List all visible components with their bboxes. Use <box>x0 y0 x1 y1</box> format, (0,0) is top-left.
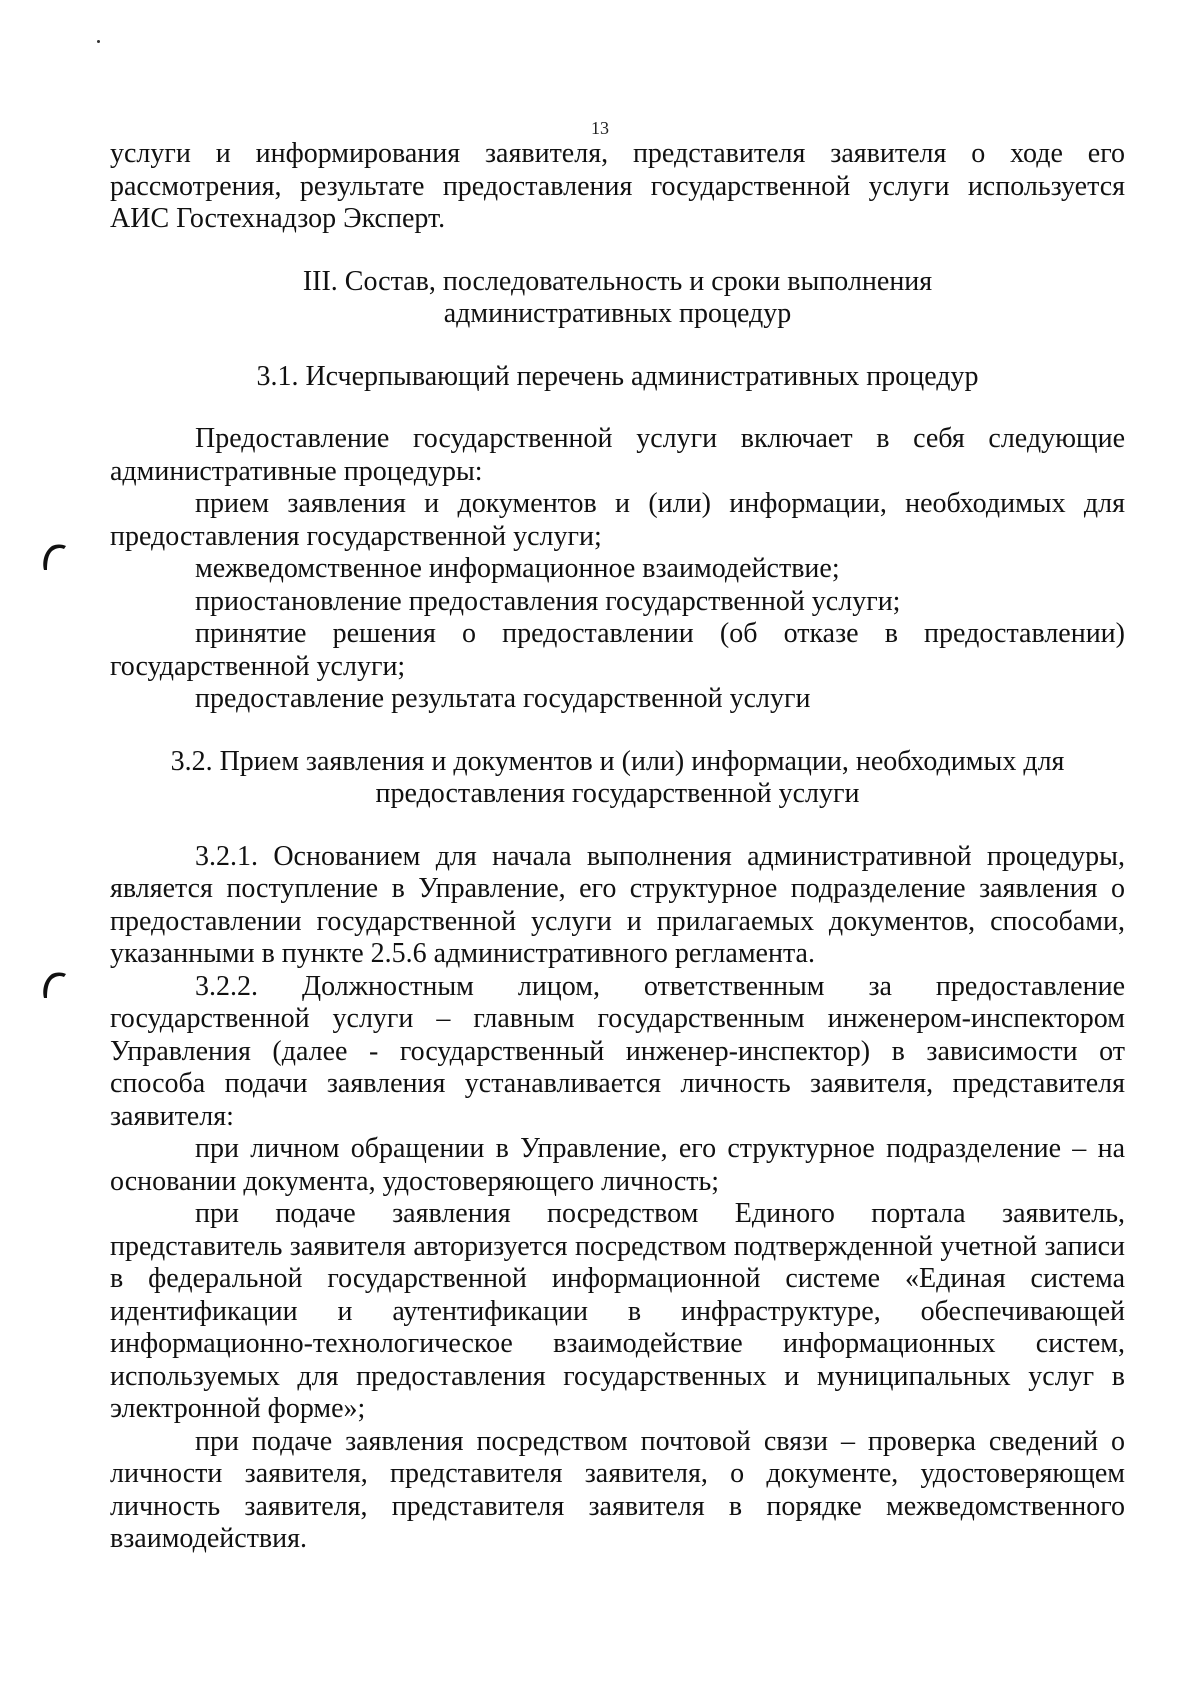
paragraph-postal: при подаче заявления посредством почтовой связи – проверка сведений о личности заявителя, представителя заявителя, о документе, удостоверяющем личность заявителя, представителя заявителя в порядке межведомственного взаимодействия. <box>110 1425 1125 1554</box>
section-3-title <box>110 266 1125 331</box>
section-3-title-line1: III. Состав, последовательность и сроки выполнения <box>302 265 933 297</box>
paragraph-unified-portal: при подаче заявления посредством Единого портала заявитель, представитель заявителя авторизуется посредством подтвержденной учетной записи в федеральной государственной информационной системе «Единая система идентификации и аутентификации в инфраструктуре, обеспечивающей информационно-технологическое взаимодействие информационных систем, используемых для предоставления государственных и муниципальных услуг в электронной форме»; <box>110 1198 1125 1424</box>
procedure-item-2: межведомственное информационное взаимодействие; <box>195 553 840 584</box>
section-3-title-line2: административных процедур <box>443 298 792 329</box>
scan-speck <box>97 40 100 43</box>
paragraph-3-2-2: 3.2.2. Должностным лицом, ответственным за предоставление государственной услуги – главным государственным инженером-инспектором Управления (далее - государственный инженер-инспектор) в зависимости от способа подачи заявления устанавливается личность заявителя, представителя заявителя: <box>110 970 1125 1132</box>
procedure-item-5: предоставление результата государственной услуги <box>195 683 811 714</box>
punch-hole-mark-top <box>38 540 68 574</box>
procedure-item-3: приостановление предоставления государственной услуги; <box>195 585 901 617</box>
paragraph-3-2-1: 3.2.1. Основанием для начала выполнения административной процедуры, является поступление в Управление, его структурное подразделение заявления о предоставлении государственной услуги и прилагаемых документов, способами, указанными в пункте 2.5.6 административного регламента. <box>110 840 1125 969</box>
punch-hole-mark-bottom <box>38 968 68 1002</box>
intro-paragraph: услуги и информирования заявителя, представителя заявителя о ходе его рассмотрения, результате предоставления государственной услуги используется АИС Гостехнадзор Эксперт. <box>110 138 1125 234</box>
section-3-2-title <box>110 746 1125 811</box>
section-3-1-lead: Предоставление государственной услуги включает в себя следующие административные процедуры: <box>110 423 1125 487</box>
section-3-2-title-line2: предоставления государственной услуги <box>375 778 860 809</box>
page-number: 13 <box>591 118 609 138</box>
procedure-item-4: принятие решения о предоставлении (об отказе в предоставлении) государственной услуги; <box>110 618 1125 682</box>
document-body <box>110 138 1125 1556</box>
section-3-2-title-line1: 3.2. Прием заявления и документов и (или) информации, необходимых для <box>170 745 1065 777</box>
procedure-item-1: прием заявления и документов и (или) информации, необходимых для предоставления государственной услуги; <box>110 488 1125 552</box>
paragraph-personal-visit: при личном обращении в Управление, его структурное подразделение – на основании документа, удостоверяющего личность; <box>110 1133 1125 1197</box>
section-3-1-title: 3.1. Исчерпывающий перечень административных процедур <box>256 360 979 392</box>
